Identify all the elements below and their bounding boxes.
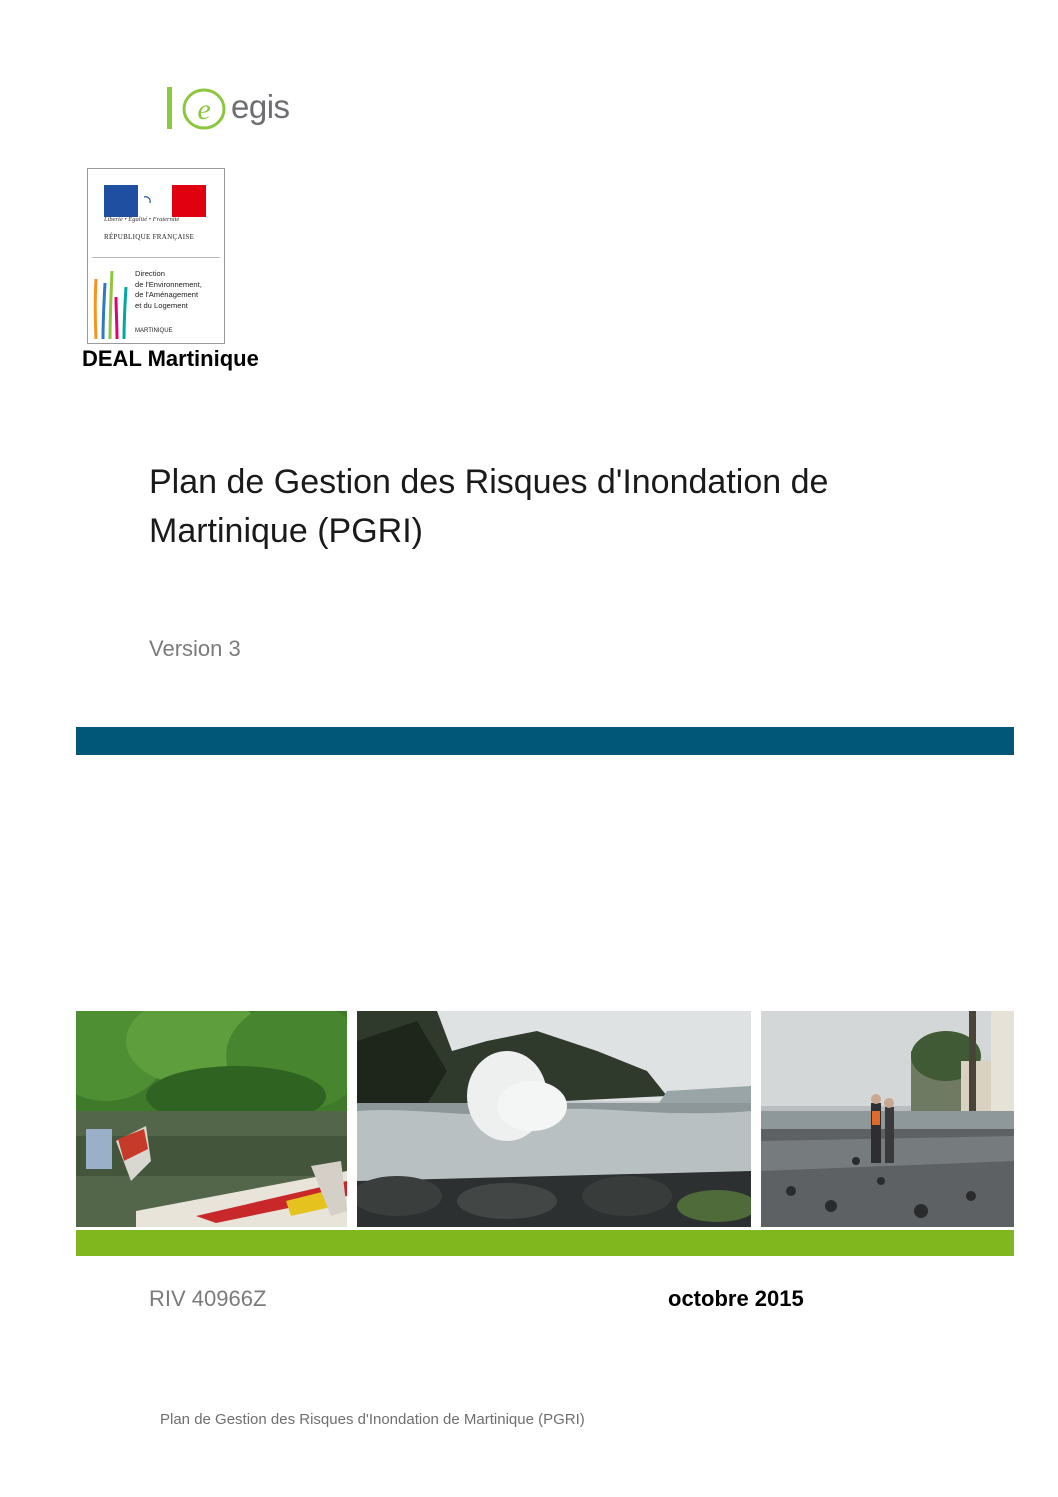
deal-logo-motto: Liberté • Égalité • Fraternité [104,216,180,223]
egis-e-icon [181,88,227,130]
marianne-flag-icon [104,185,206,217]
green-band [76,1230,1014,1256]
damaged-street-image [761,1011,1014,1227]
page-footer: Plan de Gestion des Risques d'Inondation de Martinique (PGRI) [160,1411,585,1428]
deal-prefecture-logo [87,168,225,344]
egis-logo-bar [167,87,172,129]
document-reference: RIV 40966Z [149,1286,267,1311]
blue-band [76,727,1014,755]
organization-label: DEAL Martinique [82,346,259,371]
deal-logo-republic: RÉPUBLIQUE FRANÇAISE [104,233,195,241]
photo-damaged-street [761,1011,1014,1227]
egis-wordmark: egis [231,88,290,125]
deal-logo-separator [92,257,220,258]
deal-logo-region: MARTINIQUE [135,328,173,334]
document-date: octobre 2015 [668,1286,804,1311]
coastal-waves-image [357,1011,751,1227]
document-title: Plan de Gestion des Risques d'Inondation de Martinique (PGRI) [149,463,829,550]
svg-text:e: e [197,93,211,126]
photo-coastal-waves [357,1011,751,1227]
photo-river-boats [76,1011,347,1227]
document-version: Version 3 [149,636,241,661]
deal-color-strokes-icon [92,261,132,339]
deal-logo-direction: Direction de l'Environnement, de l'Aménagement et du Logement [135,269,202,310]
egis-logo [163,84,313,132]
river-boats-image [76,1011,347,1227]
